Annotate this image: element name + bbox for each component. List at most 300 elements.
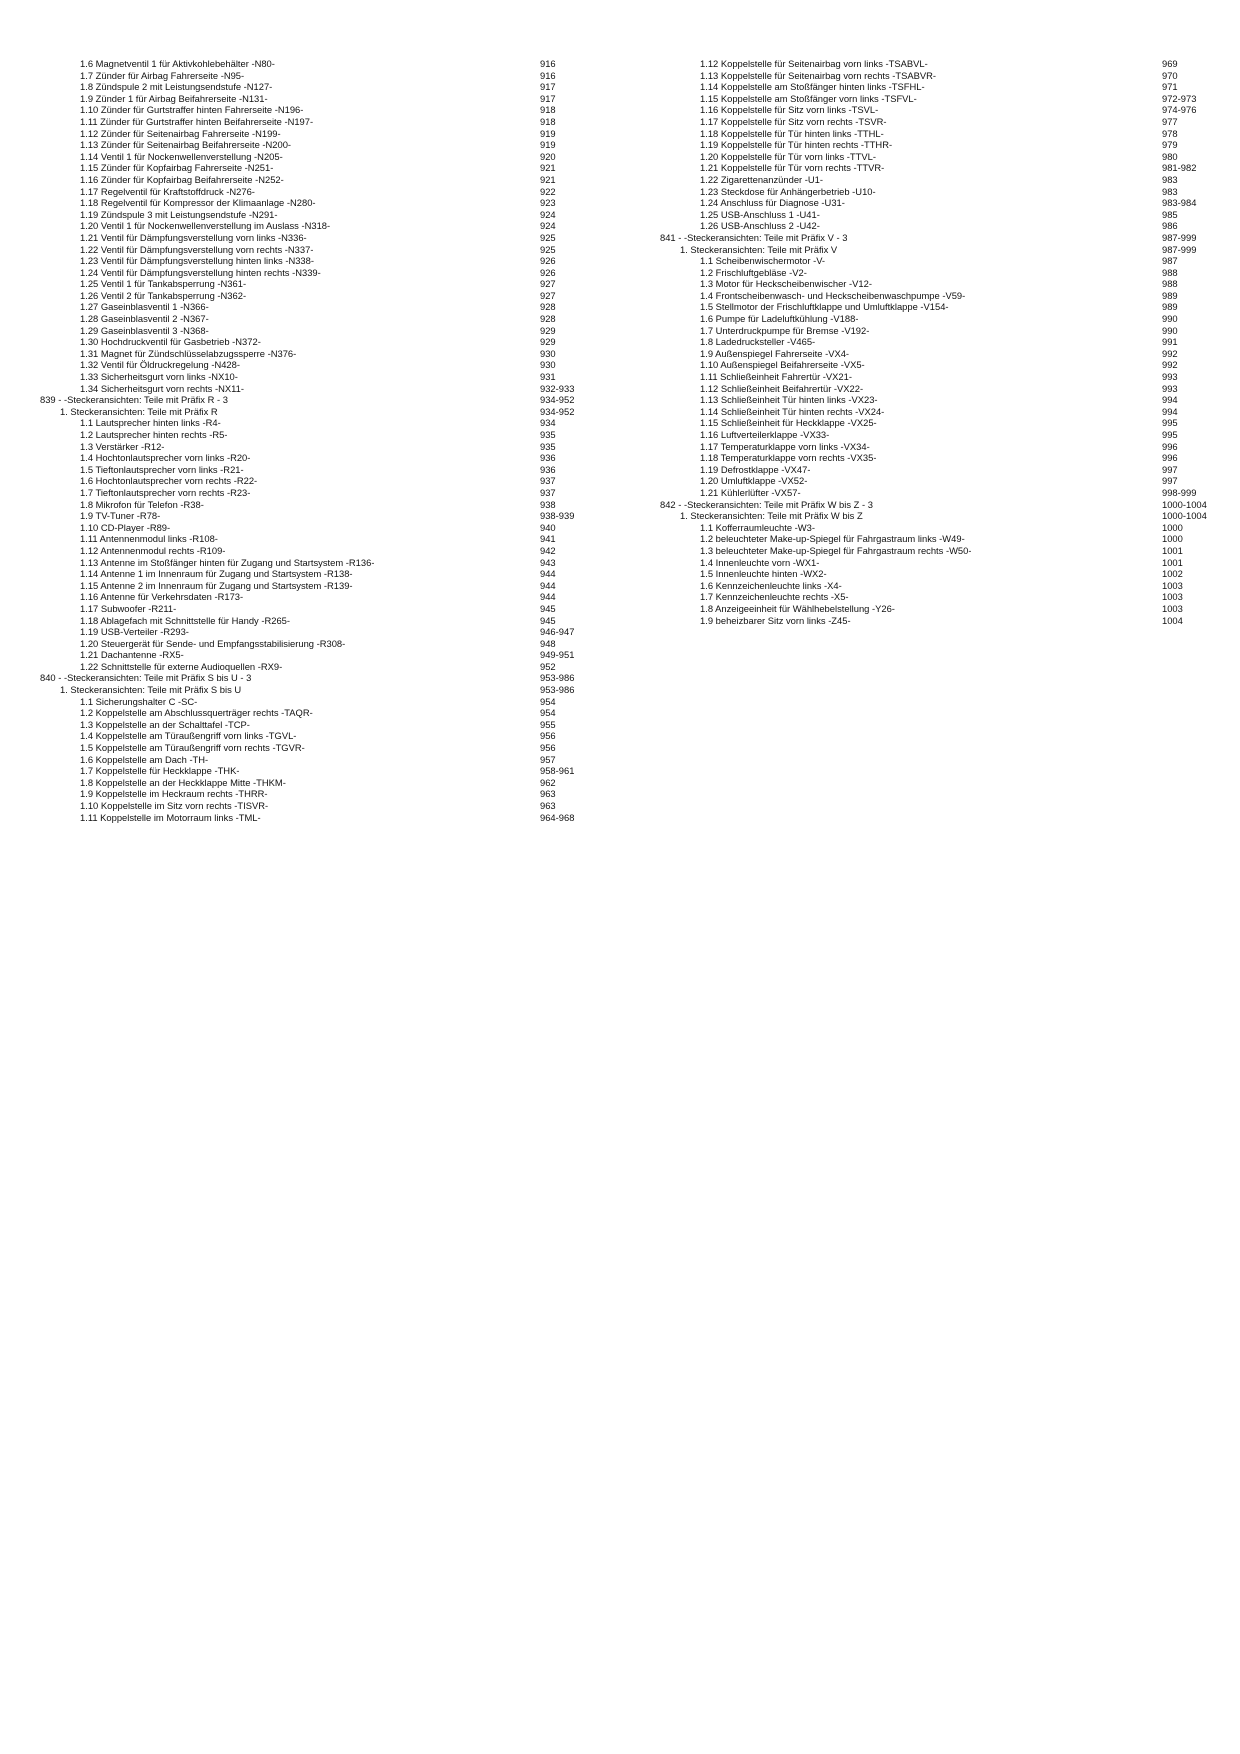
toc-entry[interactable] bbox=[40, 348, 585, 360]
toc-entry-title: 840 - -Steckeransichten: Teile mit Präfix S bis U - 3 bbox=[40, 672, 252, 684]
toc-entry-title: 1.2 Koppelstelle am Abschlussquerträger rechts -TAQR- bbox=[80, 707, 313, 719]
toc-page-number: 936 bbox=[540, 452, 556, 464]
toc-entry[interactable] bbox=[40, 58, 585, 70]
toc-entry-title: 1.13 Schließeinheit Tür hinten links -VX23- bbox=[700, 394, 878, 406]
toc-entry[interactable] bbox=[40, 638, 585, 650]
toc-entry[interactable] bbox=[40, 359, 585, 371]
toc-entry[interactable] bbox=[660, 522, 1210, 534]
toc-entry-title: 1.8 Zündspule 2 mit Leistungsendstufe -N127- bbox=[80, 81, 273, 93]
toc-entry-title: 1.19 Koppelstelle für Tür hinten rechts -TTHR- bbox=[700, 139, 893, 151]
toc-entry-title: 1.21 Dachantenne -RX5- bbox=[80, 649, 184, 661]
toc-entry[interactable] bbox=[660, 557, 1210, 569]
toc-page-number: 916 bbox=[540, 58, 556, 69]
toc-page-number: 954 bbox=[540, 695, 556, 707]
toc-page-number: 916 bbox=[540, 69, 556, 81]
toc-entry[interactable] bbox=[660, 93, 1210, 105]
toc-entry[interactable] bbox=[660, 487, 1210, 499]
toc-entry[interactable] bbox=[660, 383, 1210, 395]
toc-entry-title: 1. Steckeransichten: Teile mit Präfix V bbox=[680, 243, 838, 255]
toc-entry-title: 1. Steckeransichten: Teile mit Präfix R bbox=[60, 405, 218, 417]
toc-entry-title: 1.28 Gaseinblasventil 2 -N367- bbox=[80, 313, 209, 325]
toc-entry[interactable] bbox=[40, 800, 585, 812]
toc-entry-title: 1.2 Lautsprecher hinten rechts -R5- bbox=[80, 429, 228, 440]
toc-page-number: 990 bbox=[1162, 324, 1178, 336]
toc-page-number: 918 bbox=[540, 104, 556, 116]
toc-entry[interactable] bbox=[660, 452, 1210, 464]
toc-entry-title: 1.4 Innenleuchte vorn -WX1- bbox=[700, 556, 820, 568]
toc-entry[interactable] bbox=[40, 244, 585, 256]
toc-entry[interactable] bbox=[40, 626, 585, 638]
toc-entry-title: 1.19 Zündspule 3 mit Leistungsendstufe -N291- bbox=[80, 208, 278, 220]
toc-entry[interactable] bbox=[40, 186, 585, 198]
toc-entry-title: 1.32 Ventil für Öldruckregelung -N428- bbox=[80, 359, 240, 371]
toc-entry[interactable] bbox=[40, 197, 585, 209]
toc-entry[interactable] bbox=[40, 325, 585, 337]
toc-entry[interactable] bbox=[40, 417, 585, 429]
toc-entry[interactable] bbox=[40, 812, 585, 824]
toc-page-number: 986 bbox=[1162, 220, 1178, 232]
toc-entry-title: 1.9 TV-Tuner -R78- bbox=[80, 510, 161, 522]
toc-entry-title: 1.10 Zünder für Gurtstraffer hinten Fahrerseite -N196- bbox=[80, 104, 304, 116]
toc-entry-title: 1.4 Hochtonlautsprecher vorn links -R20- bbox=[80, 452, 251, 464]
toc-entry-title: 1.6 Hochtonlautsprecher vorn rechts -R22- bbox=[80, 475, 258, 487]
toc-page-number: 1004 bbox=[1162, 614, 1183, 626]
toc-page-number: 971 bbox=[1162, 81, 1178, 93]
toc-page-number: 923 bbox=[540, 197, 556, 209]
toc-page-number: 995 bbox=[1162, 417, 1178, 429]
toc-entry[interactable] bbox=[40, 533, 585, 545]
toc-entry-title: 1.13 Antenne im Stoßfänger hinten für Zugang und Startsystem -R136- bbox=[80, 556, 375, 568]
toc-entry[interactable] bbox=[660, 533, 1210, 545]
toc-entry-title: 1.15 Koppelstelle am Stoßfänger vorn links -TSFVL- bbox=[700, 92, 917, 104]
toc-page-number: 993 bbox=[1162, 371, 1178, 383]
toc-entry[interactable] bbox=[660, 464, 1210, 476]
toc-entry-title: 1.20 Ventil 1 für Nockenwellenverstellung im Auslass -N318- bbox=[80, 220, 331, 232]
toc-entry-title: 1.15 Zünder für Kopfairbag Fahrerseite -N251- bbox=[80, 162, 274, 174]
toc-entry[interactable] bbox=[660, 220, 1210, 232]
toc-entry-title: 1.6 Koppelstelle am Dach -TH- bbox=[80, 753, 209, 765]
toc-entry-title: 1. Steckeransichten: Teile mit Präfix W bis Z bbox=[680, 510, 863, 522]
toc-entry[interactable] bbox=[660, 580, 1210, 592]
toc-entry-title: 1.22 Ventil für Dämpfungsverstellung vorn rechts -N337- bbox=[80, 243, 314, 255]
toc-entry-title: 1.5 Innenleuchte hinten -WX2- bbox=[700, 568, 827, 580]
toc-page-number: 987-999 bbox=[1162, 231, 1197, 243]
toc-entry-title: 842 - -Steckeransichten: Teile mit Präfix W bis Z - 3 bbox=[660, 498, 873, 510]
toc-page-number: 987 bbox=[1162, 255, 1178, 267]
toc-entry-title: 1.3 Verstärker -R12- bbox=[80, 440, 165, 452]
toc-page-number: 935 bbox=[540, 440, 556, 452]
toc-page-number: 937 bbox=[540, 486, 556, 498]
toc-entry-title: 1.18 Ablagefach mit Schnittstelle für Handy -R265- bbox=[80, 614, 291, 626]
toc-page-number: 953-986 bbox=[540, 672, 575, 684]
toc-entry[interactable] bbox=[40, 104, 585, 116]
toc-page-number: 924 bbox=[540, 208, 556, 220]
toc-entry[interactable] bbox=[660, 209, 1210, 221]
toc-entry-title: 1.11 Koppelstelle im Motorraum links -TML- bbox=[80, 811, 261, 823]
toc-page-number: 997 bbox=[1162, 475, 1178, 487]
toc-page-number: 963 bbox=[540, 800, 556, 811]
toc-entry[interactable] bbox=[40, 278, 585, 290]
toc-entry-title: 1.6 Magnetventil 1 für Aktivkohlebehälter -N80- bbox=[80, 58, 275, 69]
toc-entry-title: 1.3 beleuchteter Make-up-Spiegel für Fahrgastraum rechts -W50- bbox=[700, 544, 972, 556]
toc-entry-title: 1.19 USB-Verteiler -R293- bbox=[80, 626, 189, 638]
toc-entry-title: 1.16 Antenne für Verkehrsdaten -R173- bbox=[80, 591, 244, 603]
toc-entry[interactable] bbox=[40, 730, 585, 742]
toc-entry[interactable] bbox=[660, 371, 1210, 383]
toc-page-number: 938-939 bbox=[540, 510, 575, 522]
toc-entry-title: 1.22 Zigarettenanzünder -U1- bbox=[700, 173, 823, 185]
toc-page-number: 994 bbox=[1162, 394, 1178, 406]
toc-entry-title: 1.10 Außenspiegel Beifahrerseite -VX5- bbox=[700, 359, 865, 371]
toc-page-number: 922 bbox=[540, 185, 556, 197]
toc-entry[interactable] bbox=[40, 209, 585, 221]
toc-entry-title: 1.2 Frischluftgebläse -V2- bbox=[700, 266, 807, 278]
toc-entry-title: 1.23 Steckdose für Anhängerbetrieb -U10- bbox=[700, 185, 876, 197]
toc-page-number: 1001 bbox=[1162, 556, 1183, 568]
toc-page-number: 988 bbox=[1162, 278, 1178, 290]
toc-entry-title: 1.11 Antennenmodul links -R108- bbox=[80, 533, 218, 545]
toc-entry[interactable] bbox=[660, 545, 1210, 557]
toc-page-number: 929 bbox=[540, 324, 556, 336]
toc-page-number: 936 bbox=[540, 463, 556, 475]
toc-section[interactable] bbox=[660, 510, 1210, 522]
toc-page-number: 934-952 bbox=[540, 405, 575, 417]
toc-entry-title: 1.15 Antenne 2 im Innenraum für Zugang und Startsystem -R139- bbox=[80, 579, 353, 591]
toc-entry-title: 1.23 Ventil für Dämpfungsverstellung hinten links -N338- bbox=[80, 255, 314, 267]
toc-page-number: 956 bbox=[540, 730, 556, 742]
toc-page-number: 927 bbox=[540, 289, 556, 301]
toc-entry-title: 1.7 Unterdruckpumpe für Bremse -V192- bbox=[700, 324, 870, 336]
toc-entry[interactable] bbox=[40, 139, 585, 151]
toc-entry-title: 1.16 Zünder für Kopfairbag Beifahrerseite -N252- bbox=[80, 173, 284, 185]
toc-entry-title: 1.14 Antenne 1 im Innenraum für Zugang und Startsystem -R138- bbox=[80, 568, 353, 580]
toc-entry-title: 1.8 Ladedrucksteller -V465- bbox=[700, 336, 816, 348]
toc-page-number: 926 bbox=[540, 266, 556, 278]
toc-chapter[interactable] bbox=[40, 394, 585, 406]
toc-page-number: 1003 bbox=[1162, 579, 1183, 591]
toc-page-number: 977 bbox=[1162, 115, 1178, 127]
toc-entry[interactable] bbox=[660, 417, 1210, 429]
toc-entry[interactable] bbox=[40, 452, 585, 464]
toc-entry[interactable] bbox=[40, 81, 585, 93]
toc-entry-title: 1.25 USB-Anschluss 1 -U41- bbox=[700, 208, 820, 220]
toc-page-number: 962 bbox=[540, 776, 556, 788]
toc-entry[interactable] bbox=[40, 151, 585, 163]
toc-page-number: 954 bbox=[540, 707, 556, 719]
toc-page-number: 1000-1004 bbox=[1162, 510, 1207, 522]
toc-page-number: 980 bbox=[1162, 150, 1178, 162]
toc-entry-title: 1.1 Scheibenwischermotor -V- bbox=[700, 255, 826, 267]
toc-entry[interactable] bbox=[660, 615, 1210, 627]
toc-entry-title: 1.4 Frontscheibenwasch- und Heckscheibenwaschpumpe -V59- bbox=[700, 289, 966, 301]
toc-entry[interactable] bbox=[660, 81, 1210, 93]
toc-entry[interactable] bbox=[40, 220, 585, 232]
toc-entry[interactable] bbox=[660, 290, 1210, 302]
toc-entry[interactable] bbox=[660, 603, 1210, 615]
toc-section[interactable] bbox=[40, 406, 585, 418]
toc-page-number: 985 bbox=[1162, 208, 1178, 220]
toc-chapter[interactable] bbox=[660, 499, 1210, 511]
toc-entry-title: 1.14 Schließeinheit Tür hinten rechts -VX24- bbox=[700, 405, 885, 417]
toc-entry-title: 1.1 Kofferraumleuchte -W3- bbox=[700, 521, 815, 533]
toc-page-number: 987-999 bbox=[1162, 243, 1197, 255]
toc-page-number: 917 bbox=[540, 92, 556, 104]
toc-entry[interactable] bbox=[660, 58, 1210, 70]
toc-entry-title: 1.12 Antennenmodul rechts -R109- bbox=[80, 544, 226, 556]
toc-page-number: 993 bbox=[1162, 382, 1178, 394]
toc-entry[interactable] bbox=[40, 603, 585, 615]
toc-entry-title: 1.7 Kennzeichenleuchte rechts -X5- bbox=[700, 591, 849, 603]
toc-entry-title: 1.26 USB-Anschluss 2 -U42- bbox=[700, 220, 820, 232]
toc-page-number: 919 bbox=[540, 139, 556, 151]
toc-entry-title: 1.25 Ventil 1 für Tankabsperrung -N361- bbox=[80, 278, 247, 290]
toc-entry[interactable] bbox=[40, 719, 585, 731]
toc-entry-title: 1.2 beleuchteter Make-up-Spiegel für Fahrgastraum links -W49- bbox=[700, 533, 965, 545]
toc-page-number: 998-999 bbox=[1162, 486, 1197, 498]
toc-entry-title: 1.31 Magnet für Zündschlüsselabzugssperre -N376- bbox=[80, 347, 297, 359]
toc-entry-title: 1.9 Koppelstelle im Heckraum rechts -THRR- bbox=[80, 788, 268, 800]
toc-entry[interactable] bbox=[40, 429, 585, 441]
toc-page-number: 991 bbox=[1162, 336, 1178, 348]
toc-page-number: 996 bbox=[1162, 452, 1178, 464]
toc-page-number: 925 bbox=[540, 243, 556, 255]
toc-entry-title: 1.24 Ventil für Dämpfungsverstellung hinten rechts -N339- bbox=[80, 266, 321, 278]
toc-entry-title: 1.10 Koppelstelle im Sitz vorn rechts -TISVR- bbox=[80, 800, 269, 811]
toc-entry[interactable] bbox=[660, 278, 1210, 290]
toc-entry[interactable] bbox=[660, 174, 1210, 186]
toc-page-number: 992 bbox=[1162, 347, 1178, 359]
toc-entry[interactable] bbox=[660, 475, 1210, 487]
toc-page-number: 946-947 bbox=[540, 626, 575, 638]
toc-page-number: 969 bbox=[1162, 58, 1178, 69]
toc-entry[interactable] bbox=[660, 186, 1210, 198]
toc-entry[interactable] bbox=[40, 464, 585, 476]
toc-page-number: 917 bbox=[540, 81, 556, 93]
toc-entry-title: 1.16 Luftverteilerklappe -VX33- bbox=[700, 429, 830, 440]
toc-entry[interactable] bbox=[40, 116, 585, 128]
toc-page-number: 964-968 bbox=[540, 811, 575, 823]
toc-entry-title: 1.5 Tieftonlautsprecher vorn links -R21- bbox=[80, 463, 244, 475]
toc-section[interactable] bbox=[40, 684, 585, 696]
toc-column-left bbox=[40, 58, 585, 823]
toc-page-number: 1003 bbox=[1162, 591, 1183, 603]
toc-page-number: 992 bbox=[1162, 359, 1178, 371]
toc-entry[interactable] bbox=[40, 290, 585, 302]
toc-entry-title: 841 - -Steckeransichten: Teile mit Präfix V - 3 bbox=[660, 231, 848, 243]
toc-entry-title: 1.9 beheizbarer Sitz vorn links -Z45- bbox=[700, 614, 851, 626]
toc-entry[interactable] bbox=[660, 406, 1210, 418]
toc-page-number: 994 bbox=[1162, 405, 1178, 417]
toc-entry[interactable] bbox=[660, 128, 1210, 140]
toc-page-number: 983 bbox=[1162, 185, 1178, 197]
toc-entry-title: 1.11 Schließeinheit Fahrertür -VX21- bbox=[700, 371, 852, 383]
toc-entry-title: 1.3 Motor für Heckscheibenwischer -V12- bbox=[700, 278, 872, 290]
toc-entry-title: 1.3 Koppelstelle an der Schalttafel -TCP- bbox=[80, 718, 250, 730]
toc-page-number: 942 bbox=[540, 544, 556, 556]
toc-page-number: 983 bbox=[1162, 173, 1178, 185]
toc-entry[interactable] bbox=[40, 371, 585, 383]
toc-entry[interactable] bbox=[660, 441, 1210, 453]
toc-entry-title: 1.6 Pumpe für Ladeluftkühlung -V188- bbox=[700, 313, 859, 325]
toc-chapter[interactable] bbox=[40, 672, 585, 684]
toc-entry[interactable] bbox=[40, 499, 585, 511]
toc-entry[interactable] bbox=[40, 649, 585, 661]
toc-page-number: 925 bbox=[540, 231, 556, 243]
toc-entry-title: 1.26 Ventil 2 für Tankabsperrung -N362- bbox=[80, 289, 247, 301]
toc-entry[interactable] bbox=[40, 545, 585, 557]
toc-entry[interactable] bbox=[40, 383, 585, 395]
toc-page-number: 970 bbox=[1162, 69, 1178, 81]
toc-entry-title: 1.7 Zünder für Airbag Fahrerseite -N95- bbox=[80, 69, 245, 81]
toc-page-number: 944 bbox=[540, 591, 556, 603]
toc-entry-title: 1.7 Tieftonlautsprecher vorn rechts -R23- bbox=[80, 486, 251, 498]
toc-section[interactable] bbox=[660, 244, 1210, 256]
toc-entry[interactable] bbox=[40, 301, 585, 313]
toc-entry[interactable] bbox=[40, 661, 585, 673]
toc-entry[interactable] bbox=[40, 128, 585, 140]
toc-entry-title: 1.11 Zünder für Gurtstraffer hinten Beifahrerseite -N197- bbox=[80, 115, 314, 127]
toc-entry[interactable] bbox=[660, 568, 1210, 580]
toc-page-number: 931 bbox=[540, 371, 556, 383]
toc-entry-title: 1.29 Gaseinblasventil 3 -N368- bbox=[80, 324, 209, 336]
toc-entry[interactable] bbox=[660, 591, 1210, 603]
toc-page-number: 930 bbox=[540, 359, 556, 371]
toc-entry-title: 1.18 Koppelstelle für Tür hinten links -TTHL- bbox=[700, 127, 884, 139]
toc-entry[interactable] bbox=[40, 162, 585, 174]
toc-entry[interactable] bbox=[40, 707, 585, 719]
toc-page-number: 953-986 bbox=[540, 684, 575, 696]
toc-page-number: 940 bbox=[540, 521, 556, 533]
toc-entry-title: 1.13 Zünder für Seitenairbag Beifahrerseite -N200- bbox=[80, 139, 292, 151]
toc-entry[interactable] bbox=[660, 162, 1210, 174]
toc-page-number: 989 bbox=[1162, 301, 1178, 313]
toc-entry-title: 1.19 Defrostklappe -VX47- bbox=[700, 463, 811, 475]
toc-entry[interactable] bbox=[660, 139, 1210, 151]
toc-chapter[interactable] bbox=[660, 232, 1210, 244]
toc-entry-title: 1.16 Koppelstelle für Sitz vorn links -TSVL- bbox=[700, 104, 879, 116]
toc-entry-title: 1.5 Koppelstelle am Türaußengriff vorn rechts -TGVR- bbox=[80, 742, 305, 754]
toc-page-number: 934-952 bbox=[540, 394, 575, 406]
toc-entry-title: 1.8 Anzeigeeinheit für Wählhebelstellung -Y26- bbox=[700, 602, 895, 614]
toc-page-number: 919 bbox=[540, 127, 556, 139]
toc-entry-title: 1.1 Lautsprecher hinten links -R4- bbox=[80, 417, 221, 429]
toc-page-number: 995 bbox=[1162, 429, 1178, 440]
toc-entry[interactable] bbox=[40, 232, 585, 244]
toc-entry[interactable] bbox=[660, 348, 1210, 360]
toc-entry[interactable] bbox=[40, 591, 585, 603]
toc-entry-title: 1.12 Zünder für Seitenairbag Fahrerseite -N199- bbox=[80, 127, 281, 139]
toc-entry-title: 1.34 Sicherheitsgurt vorn rechts -NX11- bbox=[80, 382, 244, 394]
toc-page-number: 930 bbox=[540, 347, 556, 359]
toc-entry-title: 1.17 Koppelstelle für Sitz vorn rechts -TSVR- bbox=[700, 115, 887, 127]
toc-entry[interactable] bbox=[660, 394, 1210, 406]
toc-entry[interactable] bbox=[40, 267, 585, 279]
toc-page-number: 989 bbox=[1162, 289, 1178, 301]
toc-entry[interactable] bbox=[40, 255, 585, 267]
toc-page-number: 945 bbox=[540, 602, 556, 614]
toc-entry[interactable] bbox=[660, 429, 1210, 441]
toc-entry-title: 1.7 Koppelstelle für Heckklappe -THK- bbox=[80, 765, 240, 777]
toc-entry[interactable] bbox=[40, 615, 585, 627]
toc-entry[interactable] bbox=[660, 104, 1210, 116]
toc-entry-title: 1.20 Steuergerät für Sende- und Empfangsstabilisierung -R308- bbox=[80, 637, 346, 649]
toc-page-number: 945 bbox=[540, 614, 556, 626]
toc-page-number: 981-982 bbox=[1162, 162, 1197, 174]
toc-page-number: 1001 bbox=[1162, 544, 1183, 556]
toc-page-number: 963 bbox=[540, 788, 556, 800]
toc-entry[interactable] bbox=[40, 580, 585, 592]
toc-entry-title: 1. Steckeransichten: Teile mit Präfix S bis U bbox=[60, 684, 242, 696]
toc-entry-title: 1.14 Ventil 1 für Nockenwellenverstellung -N205- bbox=[80, 150, 283, 162]
toc-entry[interactable] bbox=[40, 754, 585, 766]
toc-entry-title: 1.8 Mikrofon für Telefon -R38- bbox=[80, 498, 204, 510]
toc-page-number: 934 bbox=[540, 417, 556, 429]
toc-entry[interactable] bbox=[660, 197, 1210, 209]
toc-page-number: 957 bbox=[540, 753, 556, 765]
toc-page-number: 988 bbox=[1162, 266, 1178, 278]
toc-entry[interactable] bbox=[660, 151, 1210, 163]
toc-page-number: 948 bbox=[540, 637, 556, 649]
toc-page-number: 927 bbox=[540, 278, 556, 290]
toc-entry-title: 1.33 Sicherheitsgurt vorn links -NX10- bbox=[80, 371, 238, 383]
toc-entry[interactable] bbox=[40, 487, 585, 499]
toc-entry[interactable] bbox=[40, 174, 585, 186]
toc-entry[interactable] bbox=[40, 765, 585, 777]
toc-page-number: 924 bbox=[540, 220, 556, 232]
toc-page-number: 920 bbox=[540, 150, 556, 162]
toc-page-number: 978 bbox=[1162, 127, 1178, 139]
toc-page-number: 918 bbox=[540, 115, 556, 127]
toc-entry[interactable] bbox=[40, 510, 585, 522]
toc-page-number: 928 bbox=[540, 301, 556, 313]
toc-entry-title: 1.22 Schnittstelle für externe Audioquellen -RX9- bbox=[80, 660, 283, 672]
toc-entry[interactable] bbox=[40, 336, 585, 348]
toc-entry[interactable] bbox=[660, 313, 1210, 325]
toc-entry[interactable] bbox=[660, 255, 1210, 267]
toc-page-number: 932-933 bbox=[540, 382, 575, 394]
toc-entry[interactable] bbox=[660, 267, 1210, 279]
toc-entry[interactable] bbox=[40, 441, 585, 453]
toc-entry[interactable] bbox=[660, 116, 1210, 128]
toc-entry[interactable] bbox=[40, 742, 585, 754]
toc-page-number: 937 bbox=[540, 475, 556, 487]
toc-entry[interactable] bbox=[40, 313, 585, 325]
toc-entry[interactable] bbox=[40, 557, 585, 569]
toc-page-number: 941 bbox=[540, 533, 556, 545]
toc-entry[interactable] bbox=[660, 325, 1210, 337]
toc-entry[interactable] bbox=[40, 475, 585, 487]
toc-entry[interactable] bbox=[40, 777, 585, 789]
toc-page-number: 929 bbox=[540, 336, 556, 348]
toc-entry[interactable] bbox=[40, 788, 585, 800]
toc-page-number: 952 bbox=[540, 660, 556, 672]
toc-entry[interactable] bbox=[660, 301, 1210, 313]
toc-entry[interactable] bbox=[40, 522, 585, 534]
toc-entry[interactable] bbox=[660, 70, 1210, 82]
toc-entry-title: 1.24 Anschluss für Diagnose -U31- bbox=[700, 197, 845, 209]
toc-entry[interactable] bbox=[660, 336, 1210, 348]
toc-page-number: 955 bbox=[540, 718, 556, 730]
toc-entry[interactable] bbox=[40, 93, 585, 105]
toc-page-number: 958-961 bbox=[540, 765, 575, 777]
toc-entry[interactable] bbox=[40, 568, 585, 580]
toc-entry[interactable] bbox=[660, 359, 1210, 371]
toc-entry-title: 1.13 Koppelstelle für Seitenairbag vorn rechts -TSABVR- bbox=[700, 69, 937, 81]
toc-entry-title: 1.1 Sicherungshalter C -SC- bbox=[80, 695, 198, 707]
toc-entry[interactable] bbox=[40, 70, 585, 82]
toc-entry-title: 1.6 Kennzeichenleuchte links -X4- bbox=[700, 579, 842, 591]
toc-entry[interactable] bbox=[40, 696, 585, 708]
